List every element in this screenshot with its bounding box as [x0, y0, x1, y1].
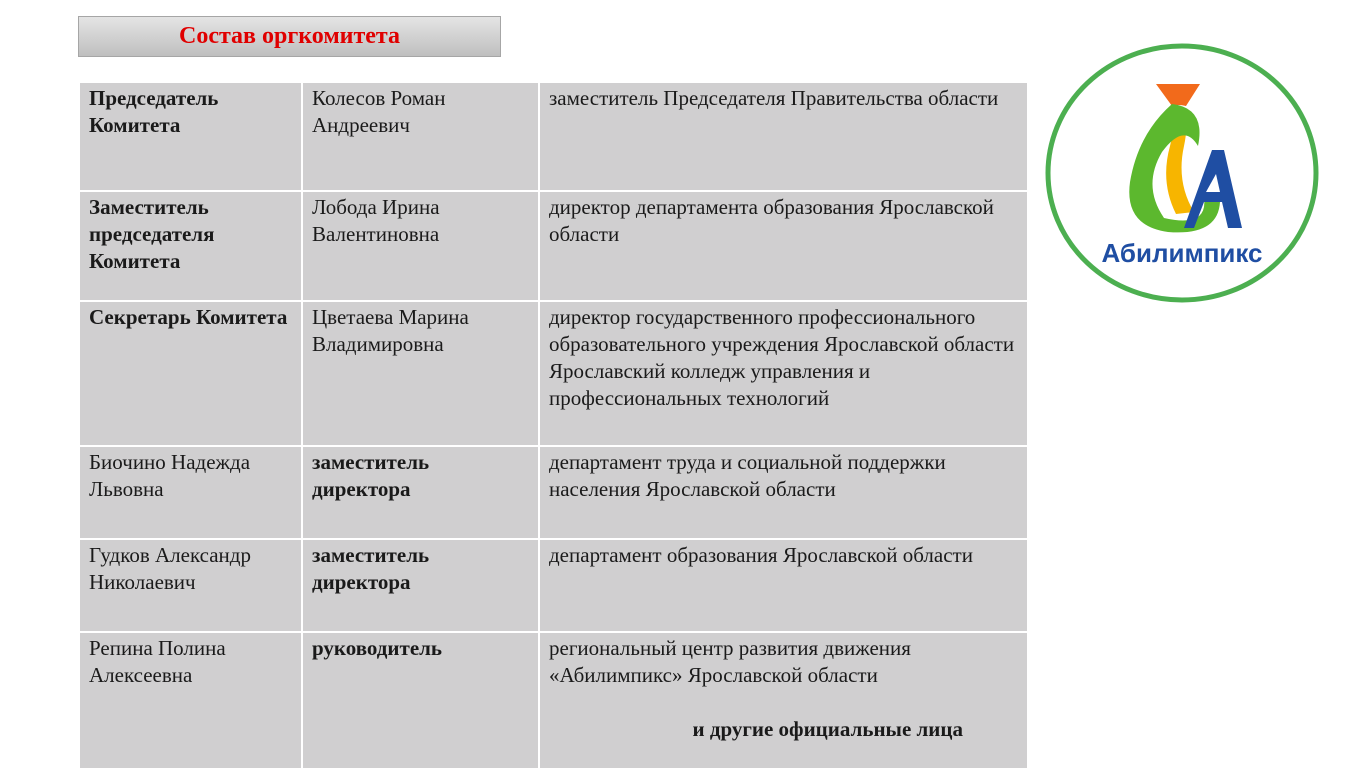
position-cell: директор государственного профессионального образовательного учреждения Ярославской области Ярославский колледж управления и профессиональных технологий: [539, 301, 1028, 446]
table-row: [79, 632, 1028, 768]
other-officials-note: и другие официальные лица: [692, 717, 963, 741]
person-name-cell: Биочино Надежда Львовна: [79, 446, 302, 539]
table-row: [79, 539, 1028, 632]
person-name-cell: Цветаева Марина Владимировна: [302, 301, 539, 446]
role-cell: Секретарь Комитета: [79, 301, 302, 446]
logo-text: Абилимпикс: [1101, 238, 1263, 268]
person-name-cell: Колесов Роман Андреевич: [302, 82, 539, 191]
table-row: [79, 446, 1028, 539]
organization-cell: департамент труда и социальной поддержки населения Ярославской области: [539, 446, 1028, 539]
position-cell: заместитель директора: [302, 446, 539, 539]
table-row: [79, 82, 1028, 191]
position-cell: заместитель директора: [302, 539, 539, 632]
role-cell: Заместитель председателя Комитета: [79, 191, 302, 301]
table-row: [79, 191, 1028, 301]
position-cell: заместитель Председателя Правительства области: [539, 82, 1028, 191]
person-name-cell: Репина Полина Алексеевна: [79, 632, 302, 768]
committee-table: [78, 81, 1029, 768]
position-cell: руководитель: [302, 632, 539, 768]
table-row: [79, 301, 1028, 446]
organization-cell: департамент образования Ярославской области: [539, 539, 1028, 632]
abilympics-logo: [1044, 42, 1320, 304]
position-cell: директор департамента образования Ярославской области: [539, 191, 1028, 301]
person-name-cell: Лобода Ирина Валентиновна: [302, 191, 539, 301]
organization-text: региональный центр развития движения «Абилимпикс» Ярославской области: [549, 636, 911, 687]
organization-cell: [539, 632, 1028, 768]
abilympics-logo-graphic: [1044, 42, 1320, 304]
role-cell: Председатель Комитета: [79, 82, 302, 191]
person-name-cell: Гудков Александр Николаевич: [79, 539, 302, 632]
page-title: Состав оргкомитета: [78, 16, 501, 57]
